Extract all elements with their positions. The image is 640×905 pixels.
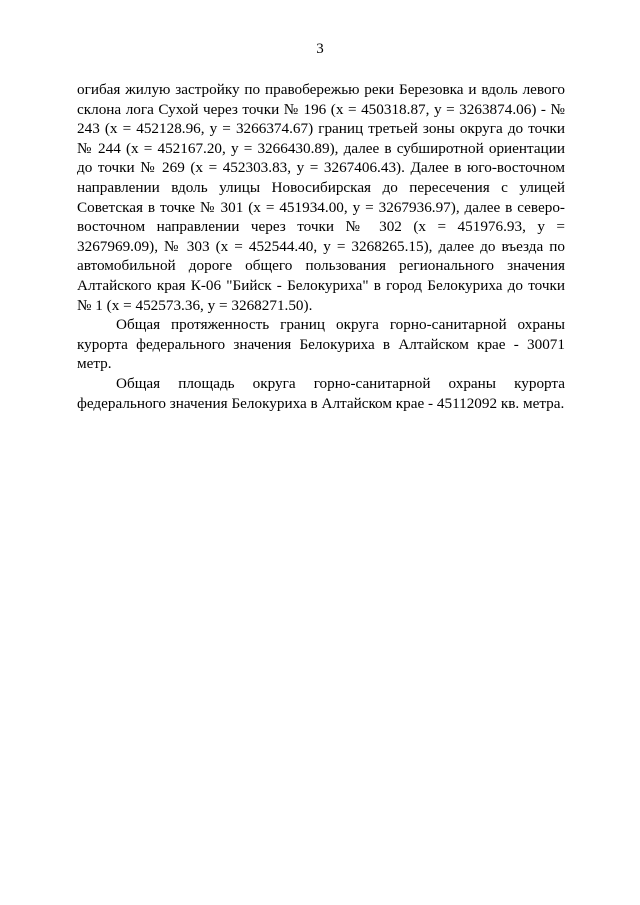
page-number: 3: [316, 41, 324, 57]
paragraph-total-area: Общая площадь округа горно-санитарной охраны курорта федерального значения Белокуриха в Алтайском крае - 45112092 кв. метра.: [77, 374, 565, 412]
document-body: [77, 80, 565, 413]
paragraph-boundary-description: огибая жилую застройку по правобережью реки Березовка и вдоль левого склона лога Сухой через точки № 196 (x = 450318.87, y = 3263874.06) - № 243 (x = 452128.96, y = 3266374.67) границ третьей зоны округа до точки № 244 (x = 452167.20, y = 3266430.89), далее в субширотной ориентации до точки № 269 (x = 452303.83, y = 3267406.43). Далее в юго-восточном направлении вдоль улицы Новосибирская до пересечения с улицей Советская в точке № 301 (x = 451934.00, y = 3267936.97), далее в северо-восточном направлении через точки № 302 (x = 451976.93, y = 3267969.09), № 303 (x = 452544.40, y = 3268265.15), далее до въезда по автомобильной дороге общего пользования регионального значения Алтайского края К-06 "Бийск - Белокуриха" в город Белокуриха до точки № 1 (x = 452573.36, y = 3268271.50).: [77, 81, 565, 314]
paragraph-total-length: Общая протяженность границ округа горно-санитарной охраны курорта федерального значения Белокуриха в Алтайском крае - 30071 метр.: [77, 316, 565, 373]
